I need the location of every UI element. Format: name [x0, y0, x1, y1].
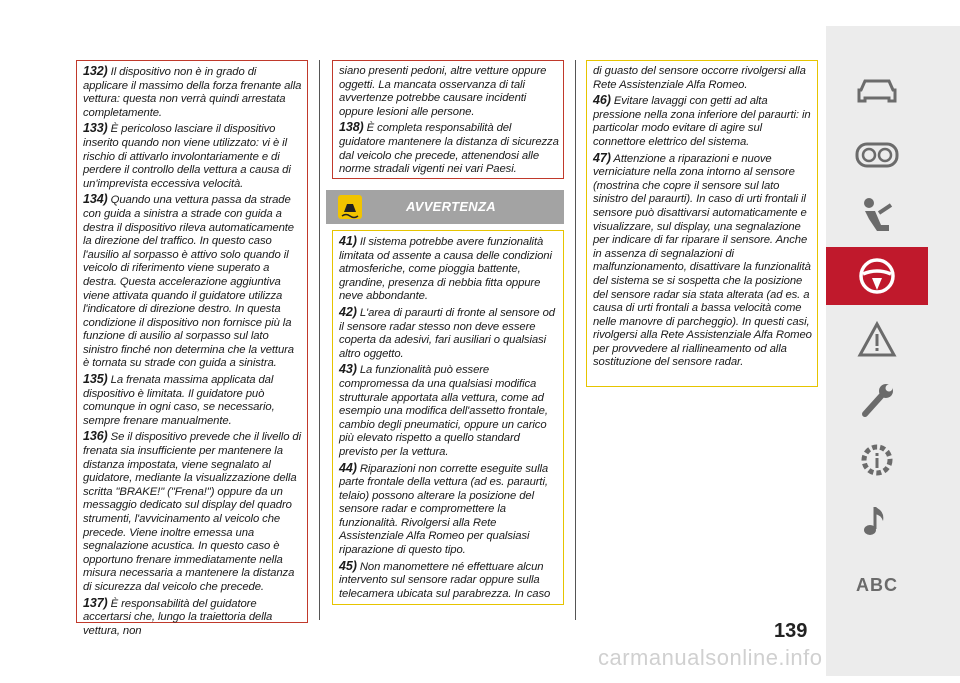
note-text: La frenata massima applicata dal dispositivo è limitata. Il guidatore può comunque in ogni caso, se necessario, sempre frenare manualmente. — [83, 374, 275, 427]
note-item — [339, 121, 559, 176]
note-item — [339, 235, 559, 304]
slippery-road-warning-icon — [338, 195, 362, 219]
note-item — [593, 94, 813, 149]
music-note-icon — [857, 501, 897, 541]
warning-header — [326, 190, 564, 224]
note-number: 137) — [83, 595, 108, 610]
warning-box — [332, 230, 564, 605]
warning-triangle-icon — [857, 321, 897, 359]
column-2-lead: siano presenti pedoni, altre vetture oppure oggetti. La mancata osservanza di tali avvertenze potrebbe causare incidenti oppure lesioni alle persone. — [339, 65, 547, 118]
note-text: È responsabilità del guidatore accertarsi che, lungo la traiettoria della vettura, non — [83, 597, 273, 637]
sidebar-item-car[interactable] — [826, 62, 928, 120]
sidebar-item-driving[interactable] — [826, 247, 928, 305]
sidebar-item-multimedia[interactable] — [826, 492, 928, 550]
column-3 — [586, 60, 818, 387]
column-1-items — [83, 65, 303, 638]
car-icon — [855, 76, 899, 106]
note-text: Riparazioni non corrette eseguite sulla parte frontale della vettura (ad es. paraurti, telaio) possono alterare la posizione del sensore radar e compromettere la funzionalità. Rivolgersi alla Rete Assistenziale Alfa Romeo per qualsiasi riparazione di questo tipo. — [339, 462, 549, 557]
note-number: 44) — [339, 460, 357, 475]
column-3-items — [593, 94, 813, 370]
sidebar-item-index[interactable] — [826, 556, 928, 614]
abc-index-icon: ABC — [856, 574, 898, 595]
note-text: Il sistema potrebbe avere funzionalità limitata od assente a causa delle condizioni atmosferiche, come pioggia battente, grandine, presenza di nebbia fitta oppure neve abbondante. — [339, 236, 552, 303]
chapter-sidebar — [826, 26, 960, 676]
note-number: 45) — [339, 558, 357, 573]
note-item — [83, 193, 303, 371]
sidebar-item-technical-data[interactable] — [826, 431, 928, 489]
sidebar-item-safety[interactable] — [826, 186, 928, 244]
note-text: Il dispositivo non è in grado di applicare il massimo della forza frenante alla vettura: questa non verrà quindi arrestata completamente. — [83, 66, 302, 119]
instrument-cluster-icon — [854, 140, 900, 170]
note-item — [83, 373, 303, 428]
note-text: L'area di paraurti di fronte al sensore od il sensore radar stesso non deve essere coperta da adesivi, fari ausiliari o qualsiasi altro oggetto. — [339, 306, 555, 360]
page-number: 139 — [774, 620, 808, 642]
column-divider-2 — [575, 60, 576, 620]
note-number: 132) — [83, 64, 108, 78]
note-item — [83, 597, 303, 639]
note-text: Attenzione a riparazioni e nuove verniciature nella zona intorno al sensore (mostrina che copre il sensore sul lato sinistro del paraurti). In caso di urti frontali il sensore può disattivarsi automaticamente e visualizzare, sul display, una segnalazione per indicare di far riparare il sensore. Anche in assenza di segnalazioni di malfunzionamento, disattivare la funzionalità del sistema se si sospetta che la posizione del sensore radar sia stata alterata (ad es. a causa di urti frontali a bassa velocità come nelle manovre di parcheggio). In questi casi, rivolgersi alla Rete Assistenziale Alfa Romeo per provvedere al riallineamento od alla sostituzione del sensore radar. — [593, 152, 812, 369]
steering-wheel-icon — [857, 256, 897, 296]
note-item — [339, 306, 559, 361]
sidebar-item-maintenance[interactable] — [826, 371, 928, 429]
column-2-items — [339, 121, 559, 176]
note-number: 42) — [339, 304, 357, 319]
note-number: 46) — [593, 93, 611, 108]
warning-items — [339, 235, 559, 601]
sidebar-item-emergency[interactable] — [826, 311, 928, 369]
note-item — [339, 363, 559, 459]
wrench-icon — [857, 380, 897, 420]
note-text: È pericoloso lasciare il dispositivo inserito quando non viene utilizzato: vi è il rischio di attivarlo involontariamente e di perdere il controllo della vettura a causa di un'imprevista eccessiva velocità. — [83, 123, 291, 190]
watermark: carmanualsonline.info — [598, 645, 823, 670]
column-1 — [76, 60, 308, 637]
column-3-lead: di guasto del sensore occorre rivolgersi alla Rete Assistenziale Alfa Romeo. — [593, 65, 806, 91]
airbag-seat-icon — [857, 195, 897, 235]
note-text: Non manomettere né effettuare alcun intervento sul sensore radar oppure sulla telecamera ubicata sul parabrezza. In caso — [339, 560, 551, 600]
note-number: 136) — [83, 429, 108, 444]
note-item — [83, 430, 303, 594]
column-2-top — [332, 60, 564, 179]
note-text: È completa responsabilità del guidatore mantenere la distanza di sicurezza dal veicolo che precede, attenendosi alle norme stradali vigenti nei vari Paesi. — [339, 122, 559, 176]
note-number: 135) — [83, 372, 108, 387]
note-number: 133) — [83, 121, 108, 136]
note-number: 138) — [339, 120, 364, 135]
note-number: 41) — [339, 234, 357, 248]
sidebar-item-instruments[interactable] — [826, 126, 928, 184]
note-item — [83, 65, 303, 120]
note-item — [83, 122, 303, 191]
note-text: Quando una vettura passa da strade con guida a sinistra a strade con guida a destra il dispositivo rileva automaticamente la direzione del traffico. In questo caso l'ausilio al sorpasso è attivo solo quando il veicolo di riferimento viene superato a destra. Questa accelerazione aggiuntiva viene attivata quando il guidatore utilizza l'indicatore di direzione destro. In questa condizione il dispositivo non fornisce più la funzione di ausilio al sorpasso sul lato sinistro finché non determina che la vettura è tornata su strade con guida a sinistra. — [83, 194, 294, 370]
note-item — [339, 560, 559, 602]
note-item — [593, 152, 813, 371]
note-text: Se il dispositivo prevede che il livello di frenata sia insufficiente per mantenere la distanza impostata, viene segnalato al guidatore, mediante la visualizzazione della scritta "BRAKE!" ("Frena!") oppure da un messaggio dedicato sul display del quadro strumenti, l'avvicinamento al veicolo che precede. Viene inoltre emessa una segnalazione acustica. In questo caso è opportuno frenare immediatamente nella misura necessaria a mantenere la distanza di sicurezza dal veicolo che precede. — [83, 431, 302, 593]
note-item — [339, 462, 559, 558]
column-divider-1 — [319, 60, 320, 620]
note-number: 134) — [83, 192, 108, 207]
note-text: La funzionalità può essere compromessa da una qualsiasi modifica strutturale apportata alla vettura, come ad esempio una modifica dell'assetto frontale, cambio degli pneumatici, oppure un carico più elevato rispetto a quello standard previsto per la vettura. — [339, 364, 548, 458]
technical-data-gear-icon — [857, 440, 897, 480]
note-text: Evitare lavaggi con getti ad alta pressione nella zona inferiore del paraurti: in particolar modo evitare di agire sul connettore elettrico del sistema. — [593, 95, 811, 148]
note-number: 43) — [339, 362, 357, 377]
note-number: 47) — [593, 150, 611, 165]
warning-title: AVVERTENZA — [406, 199, 496, 214]
